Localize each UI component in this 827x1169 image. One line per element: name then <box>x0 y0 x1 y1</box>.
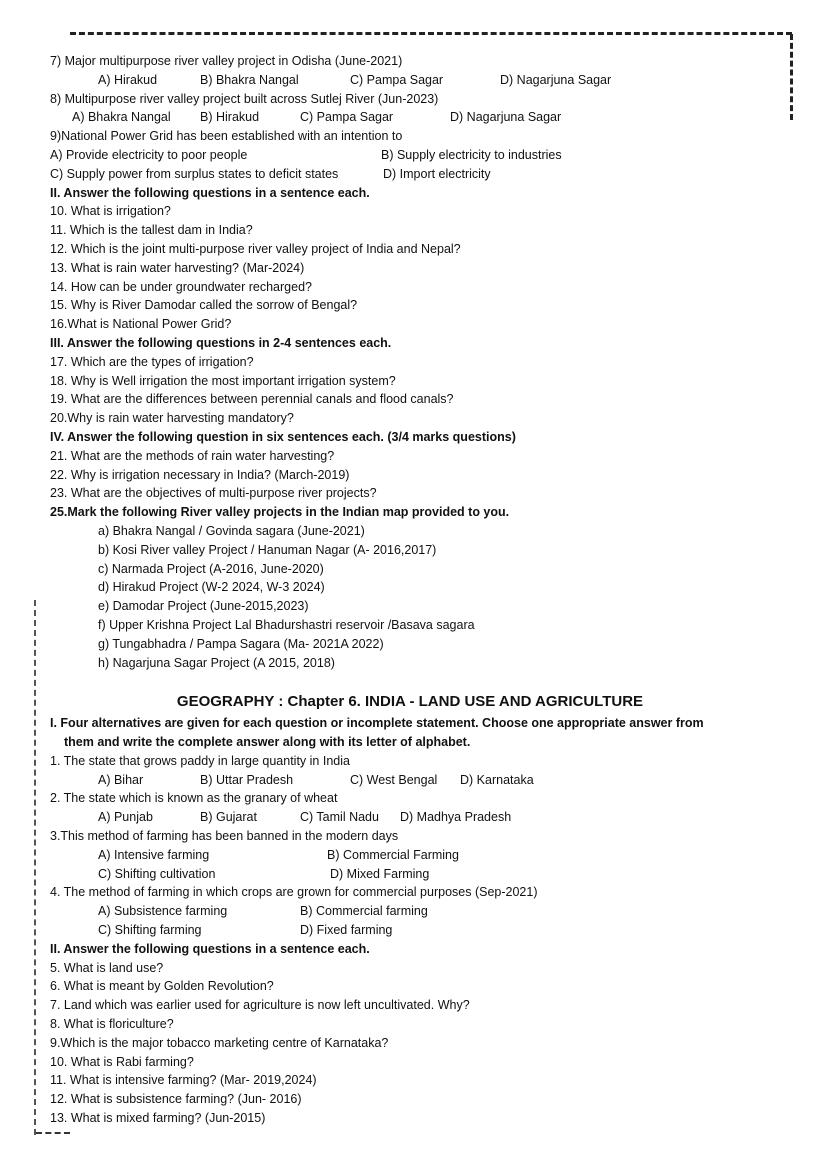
page-border-left <box>34 600 36 1135</box>
question-options <box>50 771 790 790</box>
map-item: h) Nagarjuna Sagar Project (A 2015, 2018) <box>98 655 335 670</box>
page-border-right <box>790 34 793 120</box>
question: 6. What is meant by Golden Revolution? <box>50 979 274 994</box>
option: D) Mixed Farming <box>330 866 430 881</box>
option: C) Tamil Nadu <box>300 810 379 825</box>
question-options <box>50 902 790 921</box>
question-7: 7) Major multipurpose river valley project in Odisha (June-2021) <box>50 54 403 68</box>
question-options <box>50 921 790 940</box>
instruction-line-1: I. Four alternatives are given for each question or incomplete statement. Choose one appropriate answer from <box>50 716 704 731</box>
question-8-options <box>50 108 790 127</box>
option: B) Gujarat <box>200 810 257 825</box>
question: 20.Why is rain water harvesting mandatory? <box>50 411 294 426</box>
question-options <box>50 808 790 827</box>
question: 2. The state which is known as the granary of wheat <box>50 791 338 806</box>
option: D) Fixed farming <box>300 923 393 938</box>
question: 3.This method of farming has been banned in the modern days <box>50 829 399 844</box>
option: A) Bihar <box>98 772 144 787</box>
question-options <box>50 865 790 884</box>
map-item: c) Narmada Project (A-2016, June-2020) <box>98 561 324 576</box>
map-item: b) Kosi River valley Project / Hanuman Nagar (A- 2016,2017) <box>98 542 437 557</box>
question: 17. Which are the types of irrigation? <box>50 354 254 369</box>
question: 4. The method of farming in which crops are grown for commercial purposes (Sep-2021) <box>50 885 538 900</box>
option: B) Hirakud <box>200 110 260 125</box>
option: B) Commercial Farming <box>327 847 459 862</box>
map-item: a) Bhakra Nangal / Govinda sagara (June-2021) <box>98 523 365 538</box>
option: D) Import electricity <box>383 166 491 181</box>
option: A) Punjab <box>98 810 153 825</box>
map-item: d) Hirakud Project (W-2 2024, W-3 2024) <box>98 580 325 595</box>
question: 23. What are the objectives of multi-purpose river projects? <box>50 486 377 501</box>
question: 9.Which is the major tobacco marketing centre of Karnataka? <box>50 1035 389 1050</box>
question: 15. Why is River Damodar called the sorrow of Bengal? <box>50 298 358 313</box>
question: 21. What are the methods of rain water harvesting? <box>50 448 335 463</box>
question: 13. What is mixed farming? (Jun-2015) <box>50 1111 266 1126</box>
section-heading: IV. Answer the following question in six sentences each. (3/4 marks questions) <box>50 429 516 444</box>
section-heading: II. Answer the following questions in a sentence each. <box>50 941 370 956</box>
option: C) Shifting cultivation <box>98 866 216 881</box>
option: C) Pampa Sagar <box>350 72 444 87</box>
question-9: 9)National Power Grid has been established with an intention to <box>50 129 403 144</box>
page-border-bottom <box>36 1132 70 1134</box>
question: 1. The state that grows paddy in large quantity in India <box>50 753 350 768</box>
option: C) West Bengal <box>350 772 438 787</box>
map-item: e) Damodar Project (June-2015,2023) <box>98 599 309 614</box>
question-8: 8) Multipurpose river valley project built across Sutlej River (Jun-2023) <box>50 91 439 106</box>
question-9-options-row2 <box>50 165 790 184</box>
question: 10. What is Rabi farming? <box>50 1054 194 1069</box>
question: 8. What is floriculture? <box>50 1017 174 1032</box>
question-7-options <box>50 71 790 90</box>
question: 14. How can be under groundwater recharged? <box>50 279 312 294</box>
question: 11. What is intensive farming? (Mar- 2019,2024) <box>50 1073 317 1088</box>
option: B) Bhakra Nangal <box>200 72 299 87</box>
option: B) Commercial farming <box>300 904 428 919</box>
map-item: g) Tungabhadra / Pampa Sagara (Ma- 2021A 2022) <box>98 636 384 651</box>
question: 5. What is land use? <box>50 960 164 975</box>
question: 11. Which is the tallest dam in India? <box>50 223 253 238</box>
option: C) Pampa Sagar <box>300 110 394 125</box>
question-options <box>50 846 790 865</box>
question: 10. What is irrigation? <box>50 204 171 219</box>
question: 13. What is rain water harvesting? (Mar-2024) <box>50 260 305 275</box>
map-question: 25.Mark the following River valley projects in the Indian map provided to you. <box>50 505 510 520</box>
question: 7. Land which was earlier used for agriculture is now left uncultivated. Why? <box>50 998 470 1013</box>
question: 12. What is subsistence farming? (Jun- 2016) <box>50 1092 302 1107</box>
option: A) Subsistence farming <box>98 904 228 919</box>
option: B) Supply electricity to industries <box>381 147 562 162</box>
document-body <box>50 52 790 1128</box>
option: D) Nagarjuna Sagar <box>450 110 562 125</box>
option: A) Intensive farming <box>98 847 210 862</box>
question: 19. What are the differences between perennial canals and flood canals? <box>50 392 454 407</box>
option: C) Shifting farming <box>98 923 202 938</box>
section-heading: II. Answer the following questions in a sentence each. <box>50 185 370 200</box>
page-border-top <box>70 32 792 35</box>
question-9-options-row1 <box>50 146 790 165</box>
question: 12. Which is the joint multi-purpose river valley project of India and Nepal? <box>50 241 461 256</box>
option: C) Supply power from surplus states to deficit states <box>50 166 339 181</box>
option: D) Madhya Pradesh <box>400 810 512 825</box>
option: A) Hirakud <box>98 72 158 87</box>
question: 16.What is National Power Grid? <box>50 317 232 332</box>
instruction-line-2: them and write the complete answer along with its letter of alphabet. <box>64 735 471 750</box>
option: D) Karnataka <box>460 772 534 787</box>
map-item: f) Upper Krishna Project Lal Bhadurshastri reservoir /Basava sagara <box>98 617 475 632</box>
option: A) Bhakra Nangal <box>72 110 171 125</box>
question: 18. Why is Well irrigation the most important irrigation system? <box>50 373 396 388</box>
option: B) Uttar Pradesh <box>200 772 294 787</box>
option: A) Provide electricity to poor people <box>50 147 248 162</box>
option: D) Nagarjuna Sagar <box>500 72 612 87</box>
chapter-heading: GEOGRAPHY : Chapter 6. INDIA - LAND USE AND AGRICULTURE <box>176 693 644 711</box>
question: 22. Why is irrigation necessary in India? (March-2019) <box>50 467 350 482</box>
section-heading: III. Answer the following questions in 2-4 sentences each. <box>50 335 392 350</box>
